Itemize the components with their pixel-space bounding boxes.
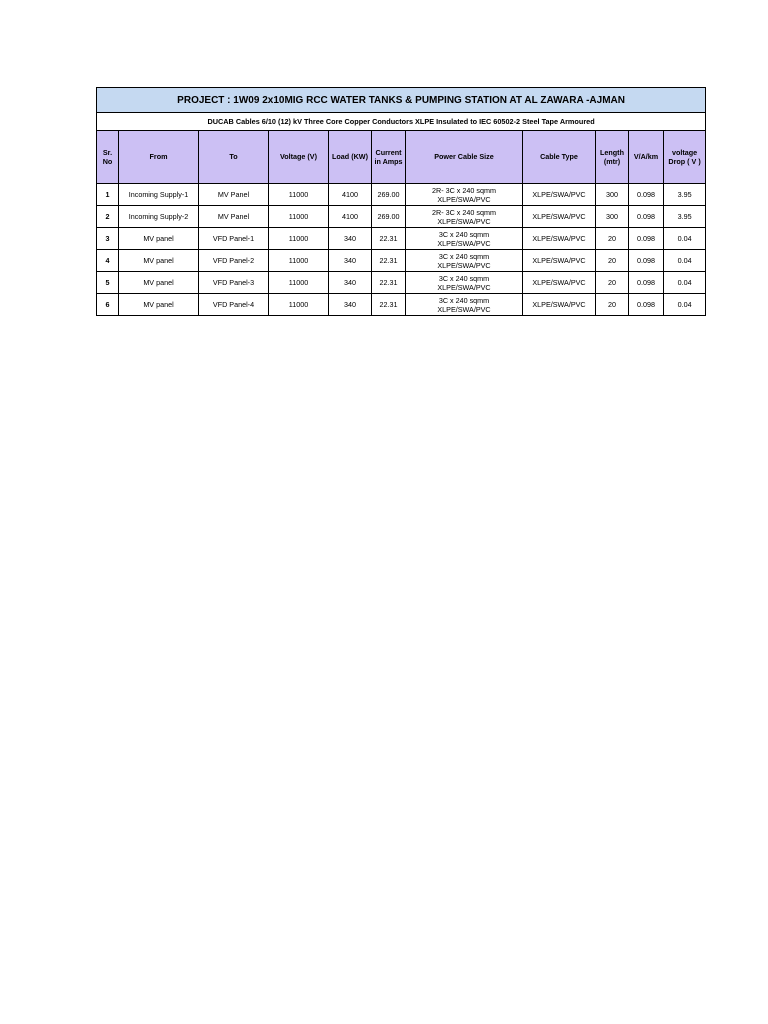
table-row <box>97 228 706 250</box>
header-cable-size: Power Cable Size <box>406 131 523 184</box>
cell-vakm: 0.098 <box>629 228 664 250</box>
cell-sr: 3 <box>97 228 119 250</box>
cable-size-line: XLPE/SWA/PVC <box>437 194 491 204</box>
cell-vakm: 0.098 <box>629 294 664 316</box>
project-title: PROJECT : 1W09 2x10MIG RCC WATER TANKS & PUMPING STATION AT AL ZAWARA -AJMAN <box>97 88 706 113</box>
cell-current: 22.31 <box>372 272 406 294</box>
cell-voltage: 11000 <box>269 228 329 250</box>
cell-load: 340 <box>329 250 372 272</box>
cell-cable-size <box>406 228 523 250</box>
cell-from: MV panel <box>119 228 199 250</box>
cable-size-line: 3C x 240 sqmm <box>438 251 490 261</box>
cell-voltage: 11000 <box>269 250 329 272</box>
cell-to: MV Panel <box>199 184 269 206</box>
cell-length: 300 <box>596 184 629 206</box>
cable-size-line: 3C x 240 sqmm <box>438 295 490 305</box>
cell-sr: 4 <box>97 250 119 272</box>
cell-drop: 3.95 <box>664 206 706 228</box>
cable-size-line: XLPE/SWA/PVC <box>437 282 491 292</box>
cell-current: 22.31 <box>372 294 406 316</box>
header-voltage: Voltage (V) <box>269 131 329 184</box>
cell-load: 340 <box>329 272 372 294</box>
header-va-km: V/A/km <box>629 131 664 184</box>
cell-from: MV panel <box>119 272 199 294</box>
cell-drop: 0.04 <box>664 272 706 294</box>
cell-current: 22.31 <box>372 250 406 272</box>
cell-load: 340 <box>329 294 372 316</box>
cell-from: Incoming Supply-1 <box>119 184 199 206</box>
cell-type: XLPE/SWA/PVC <box>523 184 596 206</box>
cable-size-line: XLPE/SWA/PVC <box>437 260 491 270</box>
cell-current: 269.00 <box>372 206 406 228</box>
cell-current: 22.31 <box>372 228 406 250</box>
cell-type: XLPE/SWA/PVC <box>523 250 596 272</box>
cable-size-line: XLPE/SWA/PVC <box>437 216 491 226</box>
cell-voltage: 11000 <box>269 294 329 316</box>
cell-load: 340 <box>329 228 372 250</box>
cell-cable-size <box>406 250 523 272</box>
cell-to: VFD Panel-2 <box>199 250 269 272</box>
cell-to: VFD Panel-1 <box>199 228 269 250</box>
cell-load: 4100 <box>329 206 372 228</box>
cell-type: XLPE/SWA/PVC <box>523 294 596 316</box>
cell-type: XLPE/SWA/PVC <box>523 272 596 294</box>
table-row <box>97 184 706 206</box>
cell-voltage: 11000 <box>269 184 329 206</box>
cable-size-line: 3C x 240 sqmm <box>438 229 490 239</box>
table-row <box>97 250 706 272</box>
cell-vakm: 0.098 <box>629 250 664 272</box>
cable-schedule-sheet <box>96 87 705 316</box>
cable-size-line: 2R- 3C x 240 sqmm <box>432 207 496 217</box>
table-row <box>97 294 706 316</box>
cell-vakm: 0.098 <box>629 184 664 206</box>
cell-length: 300 <box>596 206 629 228</box>
cell-sr: 5 <box>97 272 119 294</box>
cell-type: XLPE/SWA/PVC <box>523 206 596 228</box>
cell-voltage: 11000 <box>269 272 329 294</box>
header-length: Length (mtr) <box>596 131 629 184</box>
cell-to: VFD Panel-3 <box>199 272 269 294</box>
header-from: From <box>119 131 199 184</box>
cell-drop: 0.04 <box>664 294 706 316</box>
cell-vakm: 0.098 <box>629 272 664 294</box>
cell-to: VFD Panel-4 <box>199 294 269 316</box>
cell-to: MV Panel <box>199 206 269 228</box>
cable-spec-subtitle: DUCAB Cables 6/10 (12) kV Three Core Copper Conductors XLPE Insulated to IEC 60502-2 Steel Tape Armoured <box>97 113 706 131</box>
header-load: Load (KW) <box>329 131 372 184</box>
table-row <box>97 272 706 294</box>
header-cable-type: Cable Type <box>523 131 596 184</box>
cell-voltage: 11000 <box>269 206 329 228</box>
cell-length: 20 <box>596 228 629 250</box>
cell-from: Incoming Supply-2 <box>119 206 199 228</box>
header-voltage-drop: voltage Drop ( V ) <box>664 131 706 184</box>
header-current: Current in Amps <box>372 131 406 184</box>
cell-sr: 2 <box>97 206 119 228</box>
cable-schedule-table <box>96 87 706 316</box>
cell-cable-size <box>406 294 523 316</box>
cable-size-line: XLPE/SWA/PVC <box>437 304 491 314</box>
table-row <box>97 206 706 228</box>
cell-length: 20 <box>596 294 629 316</box>
cell-cable-size <box>406 272 523 294</box>
cell-cable-size <box>406 206 523 228</box>
cell-drop: 3.95 <box>664 184 706 206</box>
header-sr-no: Sr. No <box>97 131 119 184</box>
cell-sr: 1 <box>97 184 119 206</box>
cell-current: 269.00 <box>372 184 406 206</box>
cell-drop: 0.04 <box>664 250 706 272</box>
header-row <box>97 131 706 184</box>
cell-length: 20 <box>596 250 629 272</box>
cell-drop: 0.04 <box>664 228 706 250</box>
cell-vakm: 0.098 <box>629 206 664 228</box>
cell-load: 4100 <box>329 184 372 206</box>
cable-size-line: 3C x 240 sqmm <box>438 273 490 283</box>
cell-from: MV panel <box>119 294 199 316</box>
cell-sr: 6 <box>97 294 119 316</box>
cell-length: 20 <box>596 272 629 294</box>
cell-type: XLPE/SWA/PVC <box>523 228 596 250</box>
cell-cable-size <box>406 184 523 206</box>
cable-size-line: XLPE/SWA/PVC <box>437 238 491 248</box>
cable-size-line: 2R- 3C x 240 sqmm <box>432 185 496 195</box>
header-to: To <box>199 131 269 184</box>
cell-from: MV panel <box>119 250 199 272</box>
